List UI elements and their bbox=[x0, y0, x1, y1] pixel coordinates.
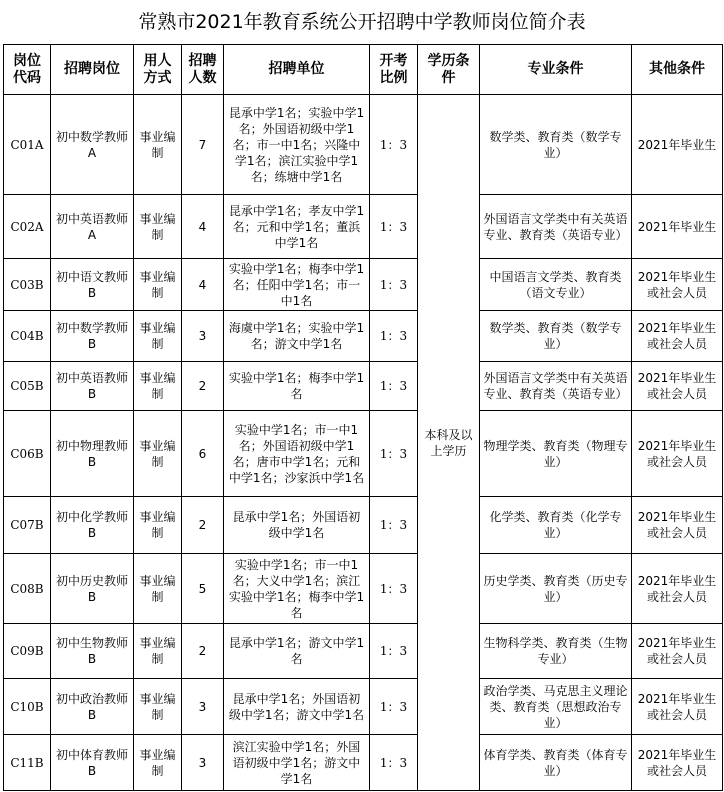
cell-major: 历史学类、教育类（历史专业） bbox=[480, 554, 632, 624]
cell-ratio: 1：3 bbox=[370, 624, 418, 679]
cell-count: 4 bbox=[182, 195, 224, 259]
cell-major: 体育学类、教育类（体育专业） bbox=[480, 735, 632, 791]
cell-count: 5 bbox=[182, 554, 224, 624]
cell-code: C03B bbox=[4, 259, 51, 311]
cell-code: C06B bbox=[4, 411, 51, 497]
cell-code: C05B bbox=[4, 362, 51, 411]
cell-units: 实验中学1名；市一中1名；大义中学1名；滨江实验中学1名；梅李中学1名 bbox=[224, 554, 370, 624]
cell-hire-type: 事业编制 bbox=[134, 411, 182, 497]
cell-position: 初中语文教师B bbox=[51, 259, 134, 311]
cell-ratio: 1：3 bbox=[370, 311, 418, 362]
header-major: 专业条件 bbox=[480, 45, 632, 95]
cell-other: 2021年毕业生或社会人员 bbox=[632, 679, 723, 735]
cell-major: 物理学类、教育类（物理专业） bbox=[480, 411, 632, 497]
cell-position: 初中体育教师B bbox=[51, 735, 134, 791]
table-row bbox=[4, 735, 723, 791]
cell-position: 初中英语教师A bbox=[51, 195, 134, 259]
cell-other: 2021年毕业生或社会人员 bbox=[632, 497, 723, 554]
cell-count: 4 bbox=[182, 259, 224, 311]
cell-units: 实验中学1名；梅李中学1名；任阳中学1名；市一中1名 bbox=[224, 259, 370, 311]
cell-major: 中国语言文学类、教育类（语文专业） bbox=[480, 259, 632, 311]
cell-ratio: 1：3 bbox=[370, 497, 418, 554]
cell-units: 昆承中学1名；游文中学1名 bbox=[224, 624, 370, 679]
cell-ratio: 1：3 bbox=[370, 735, 418, 791]
cell-units: 昆承中学1名；外国语初级中学1名；游文中学1名 bbox=[224, 679, 370, 735]
table-row bbox=[4, 497, 723, 554]
cell-code: C04B bbox=[4, 311, 51, 362]
cell-units: 昆承中学1名；孝友中学1名；元和中学1名；董浜中学1名 bbox=[224, 195, 370, 259]
table-row bbox=[4, 195, 723, 259]
cell-other: 2021年毕业生 bbox=[632, 95, 723, 195]
cell-major: 生物科学类、教育类（生物专业） bbox=[480, 624, 632, 679]
cell-major: 外国语言文学类中有关英语专业、教育类（英语专业） bbox=[480, 362, 632, 411]
cell-count: 2 bbox=[182, 624, 224, 679]
cell-count: 3 bbox=[182, 679, 224, 735]
cell-hire-type: 事业编制 bbox=[134, 195, 182, 259]
header-code: 岗位代码 bbox=[4, 45, 51, 95]
cell-ratio: 1：3 bbox=[370, 679, 418, 735]
cell-education: 本科及以上学历 bbox=[418, 95, 480, 791]
page-title: 常熟市2021年教育系统公开招聘中学教师岗位简介表 bbox=[138, 11, 586, 33]
table-row bbox=[4, 362, 723, 411]
cell-code: C08B bbox=[4, 554, 51, 624]
cell-count: 3 bbox=[182, 311, 224, 362]
cell-count: 6 bbox=[182, 411, 224, 497]
cell-ratio: 1：3 bbox=[370, 95, 418, 195]
cell-other: 2021年毕业生或社会人员 bbox=[632, 624, 723, 679]
cell-count: 2 bbox=[182, 497, 224, 554]
job-table bbox=[3, 44, 723, 791]
cell-other: 2021年毕业生或社会人员 bbox=[632, 411, 723, 497]
cell-position: 初中数学教师A bbox=[51, 95, 134, 195]
cell-ratio: 1：3 bbox=[370, 554, 418, 624]
cell-units: 实验中学1名；市一中1名；外国语初级中学1名；唐市中学1名；元和中学1名；沙家浜中学1名 bbox=[224, 411, 370, 497]
cell-other: 2021年毕业生或社会人员 bbox=[632, 554, 723, 624]
cell-hire-type: 事业编制 bbox=[134, 554, 182, 624]
table-row bbox=[4, 679, 723, 735]
cell-position: 初中生物教师B bbox=[51, 624, 134, 679]
cell-other: 2021年毕业生或社会人员 bbox=[632, 362, 723, 411]
cell-units: 实验中学1名；梅李中学1名 bbox=[224, 362, 370, 411]
cell-hire-type: 事业编制 bbox=[134, 259, 182, 311]
cell-other: 2021年毕业生或社会人员 bbox=[632, 259, 723, 311]
cell-code: C02A bbox=[4, 195, 51, 259]
header-hire-type: 用人方式 bbox=[134, 45, 182, 95]
cell-position: 初中政治教师B bbox=[51, 679, 134, 735]
cell-hire-type: 事业编制 bbox=[134, 497, 182, 554]
cell-major: 化学类、教育类（化学专业） bbox=[480, 497, 632, 554]
cell-units: 昆承中学1名；实验中学1名；外国语初级中学1名；市一中1名；兴隆中学1名；滨江实验中学1名；练塘中学1名 bbox=[224, 95, 370, 195]
cell-code: C01A bbox=[4, 95, 51, 195]
cell-major: 政治学类、马克思主义理论类、教育类（思想政治专业） bbox=[480, 679, 632, 735]
cell-hire-type: 事业编制 bbox=[134, 735, 182, 791]
cell-ratio: 1：3 bbox=[370, 259, 418, 311]
cell-hire-type: 事业编制 bbox=[134, 679, 182, 735]
cell-hire-type: 事业编制 bbox=[134, 95, 182, 195]
cell-position: 初中数学教师B bbox=[51, 311, 134, 362]
cell-major: 数学类、教育类（数学专业） bbox=[480, 311, 632, 362]
table-row bbox=[4, 624, 723, 679]
cell-count: 2 bbox=[182, 362, 224, 411]
cell-units: 海虞中学1名；实验中学1名；游文中学1名 bbox=[224, 311, 370, 362]
cell-ratio: 1：3 bbox=[370, 411, 418, 497]
cell-other: 2021年毕业生或社会人员 bbox=[632, 735, 723, 791]
cell-ratio: 1：3 bbox=[370, 362, 418, 411]
header-position: 招聘岗位 bbox=[51, 45, 134, 95]
header-other: 其他条件 bbox=[632, 45, 723, 95]
cell-hire-type: 事业编制 bbox=[134, 362, 182, 411]
cell-position: 初中化学教师B bbox=[51, 497, 134, 554]
cell-position: 初中物理教师B bbox=[51, 411, 134, 497]
table-row bbox=[4, 411, 723, 497]
table-row bbox=[4, 554, 723, 624]
cell-code: C11B bbox=[4, 735, 51, 791]
cell-code: C10B bbox=[4, 679, 51, 735]
cell-units: 滨江实验中学1名；外国语初级中学1名；游文中学1名 bbox=[224, 735, 370, 791]
table-row bbox=[4, 259, 723, 311]
table-row bbox=[4, 95, 723, 195]
header-units: 招聘单位 bbox=[224, 45, 370, 95]
cell-major: 外国语言文学类中有关英语专业、教育类（英语专业） bbox=[480, 195, 632, 259]
cell-other: 2021年毕业生或社会人员 bbox=[632, 311, 723, 362]
header-row bbox=[4, 45, 723, 95]
cell-hire-type: 事业编制 bbox=[134, 624, 182, 679]
cell-major: 数学类、教育类（数学专业） bbox=[480, 95, 632, 195]
cell-count: 3 bbox=[182, 735, 224, 791]
header-count: 招聘人数 bbox=[182, 45, 224, 95]
cell-code: C09B bbox=[4, 624, 51, 679]
cell-position: 初中英语教师B bbox=[51, 362, 134, 411]
cell-count: 7 bbox=[182, 95, 224, 195]
cell-other: 2021年毕业生 bbox=[632, 195, 723, 259]
cell-hire-type: 事业编制 bbox=[134, 311, 182, 362]
cell-code: C07B bbox=[4, 497, 51, 554]
cell-position: 初中历史教师B bbox=[51, 554, 134, 624]
table-row bbox=[4, 311, 723, 362]
cell-units: 昆承中学1名；外国语初级中学1名 bbox=[224, 497, 370, 554]
cell-ratio: 1：3 bbox=[370, 195, 418, 259]
header-education: 学历条件 bbox=[418, 45, 480, 95]
header-ratio: 开考比例 bbox=[370, 45, 418, 95]
